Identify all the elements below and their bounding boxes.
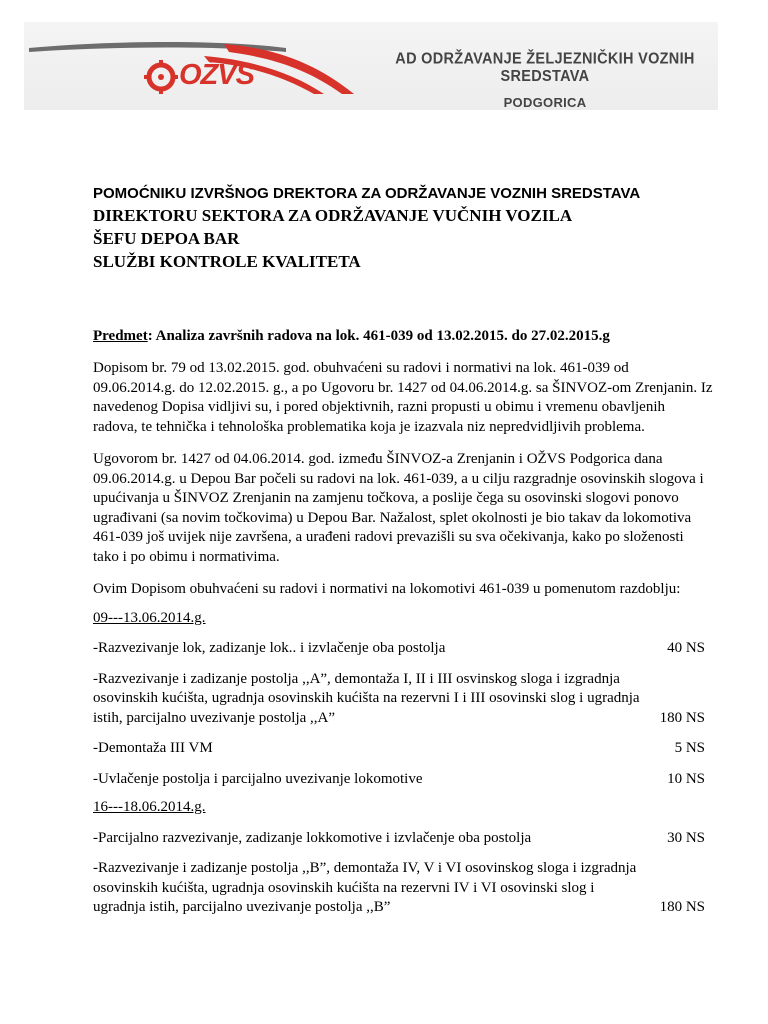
work-item-text: -Razvezivanje lok, zadizanje lok.. i izvlačenje oba postolja	[93, 640, 446, 656]
logo-text: OŽVS	[179, 59, 254, 91]
recipients-block	[93, 184, 640, 273]
work-item-norm: 180 NS	[659, 709, 705, 726]
work-item-norm: 40 NS	[667, 640, 705, 656]
letter-body	[93, 326, 713, 918]
company-logo	[24, 22, 369, 110]
work-item	[93, 770, 713, 790]
work-item-text: -Uvlačenje postolja i parcijalno uvezivanje lokomotive	[93, 770, 423, 787]
work-item	[93, 859, 713, 918]
recipient-line: POMOĆNIKU IZVRŠNOG DREKTORA ZA ODRŽAVANJE VOZNIH SREDSTAVA	[93, 185, 641, 202]
work-item-norm: 5 NS	[674, 740, 705, 756]
work-item	[93, 639, 713, 659]
work-item-text: -Razvezivanje i zadizanje postolja ,,A”, demontaža I, II i III osvinskog sloga i izgradnja osovinskih kućišta, ugradnja osovinskih kućišta na rezervni I i III osovinski slog i ugradnja istih, parcijalno uvezivanje postolja ,,A”	[93, 670, 640, 726]
subject-label: Predmet	[93, 328, 148, 344]
company-city: PODGORICA	[503, 95, 587, 110]
work-item-text: -Parcijalno razvezivanje, zadizanje lokkomotive i izvlačenje oba postolja	[93, 829, 532, 846]
company-name	[370, 52, 720, 110]
work-item-text: -Razvezivanje i zadizanje postolja ,,B”, demontaža IV, V i VI osovinskog sloga i izgradnja osovinskih kućišta, ugradnja osovinskih kućišta na rezervni IV i VI osovinski slog i ugradnja istih, parcijalno uvezivanje postolja ,,B”	[93, 860, 637, 915]
work-item-norm: 30 NS	[667, 829, 705, 846]
work-item	[93, 739, 713, 759]
work-item	[93, 670, 713, 729]
period-heading: 16---18.06.2014.g.	[93, 799, 206, 815]
recipient-line: ŠEFU DEPOA BAR	[93, 229, 240, 248]
paragraph: Ovim Dopisom obuhvaćeni su radovi i normativi na lokomotivi 461-039 u pomenutom razdoblju:	[93, 581, 681, 597]
work-item-norm: 10 NS	[667, 770, 705, 787]
work-item-text: -Demontaža III VM	[93, 740, 213, 756]
subject-text: : Analiza završnih radova na lok. 461-039 od 13.02.2015. do 27.02.2015.g	[147, 328, 610, 344]
paragraph: Dopisom br. 79 od 13.02.2015. god. obuhvaćeni su radovi i normativi na lok. 461-039 od 09.06.2014.g. do 12.02.2015. g., a po Ugovoru br. 1427 od 04.06.2014.g. sa ŠINVOZ-om Zrenjanin. Iz navedenog Dopisa vidljivi su, i pored objektivnih, razni propusti u obimu i vremenu obavljenih radova, te tehnička i tehnološka problematika koja je izazvala niz nepredvidljivih problema.	[93, 360, 713, 435]
period-heading: 09---13.06.2014.g.	[93, 609, 206, 626]
recipient-line: SLUŽBI KONTROLE KVALITETA	[93, 252, 361, 271]
recipient-line: DIREKTORU SEKTORA ZA ODRŽAVANJE VUČNIH VOZILA	[93, 206, 573, 225]
company-name-line1: AD ODRŽAVANJE ŽELJEZNIČKIH VOZNIH SREDSTAVA	[395, 50, 695, 86]
subject-line	[93, 326, 713, 346]
paragraph: Ugovorom br. 1427 od 04.06.2014. god. između ŠINVOZ-a Zrenjanin i OŽVS Podgorica dana 09.06.2014.g. u Depou Bar počeli su radovi na lok. 461-039, a u cilju razgradnje osovinskih slogova i upućivanja u ŠINVOZ Zrenjanin na zamjenu točkova, a poslije čega su osovinski slogovi ponovo ugrađivani (sa novim točkovima) u Depou Bar. Nažalost, splet okolnosti je bio takav da lokomotiva 461-039 još uvijek nije završena, a urađeni radovi prevazišli su sva očekivanja, kako po složenosti tako i po obimu i normativima.	[93, 451, 704, 565]
work-item	[93, 829, 713, 849]
work-item-norm: 180 NS	[659, 899, 705, 915]
